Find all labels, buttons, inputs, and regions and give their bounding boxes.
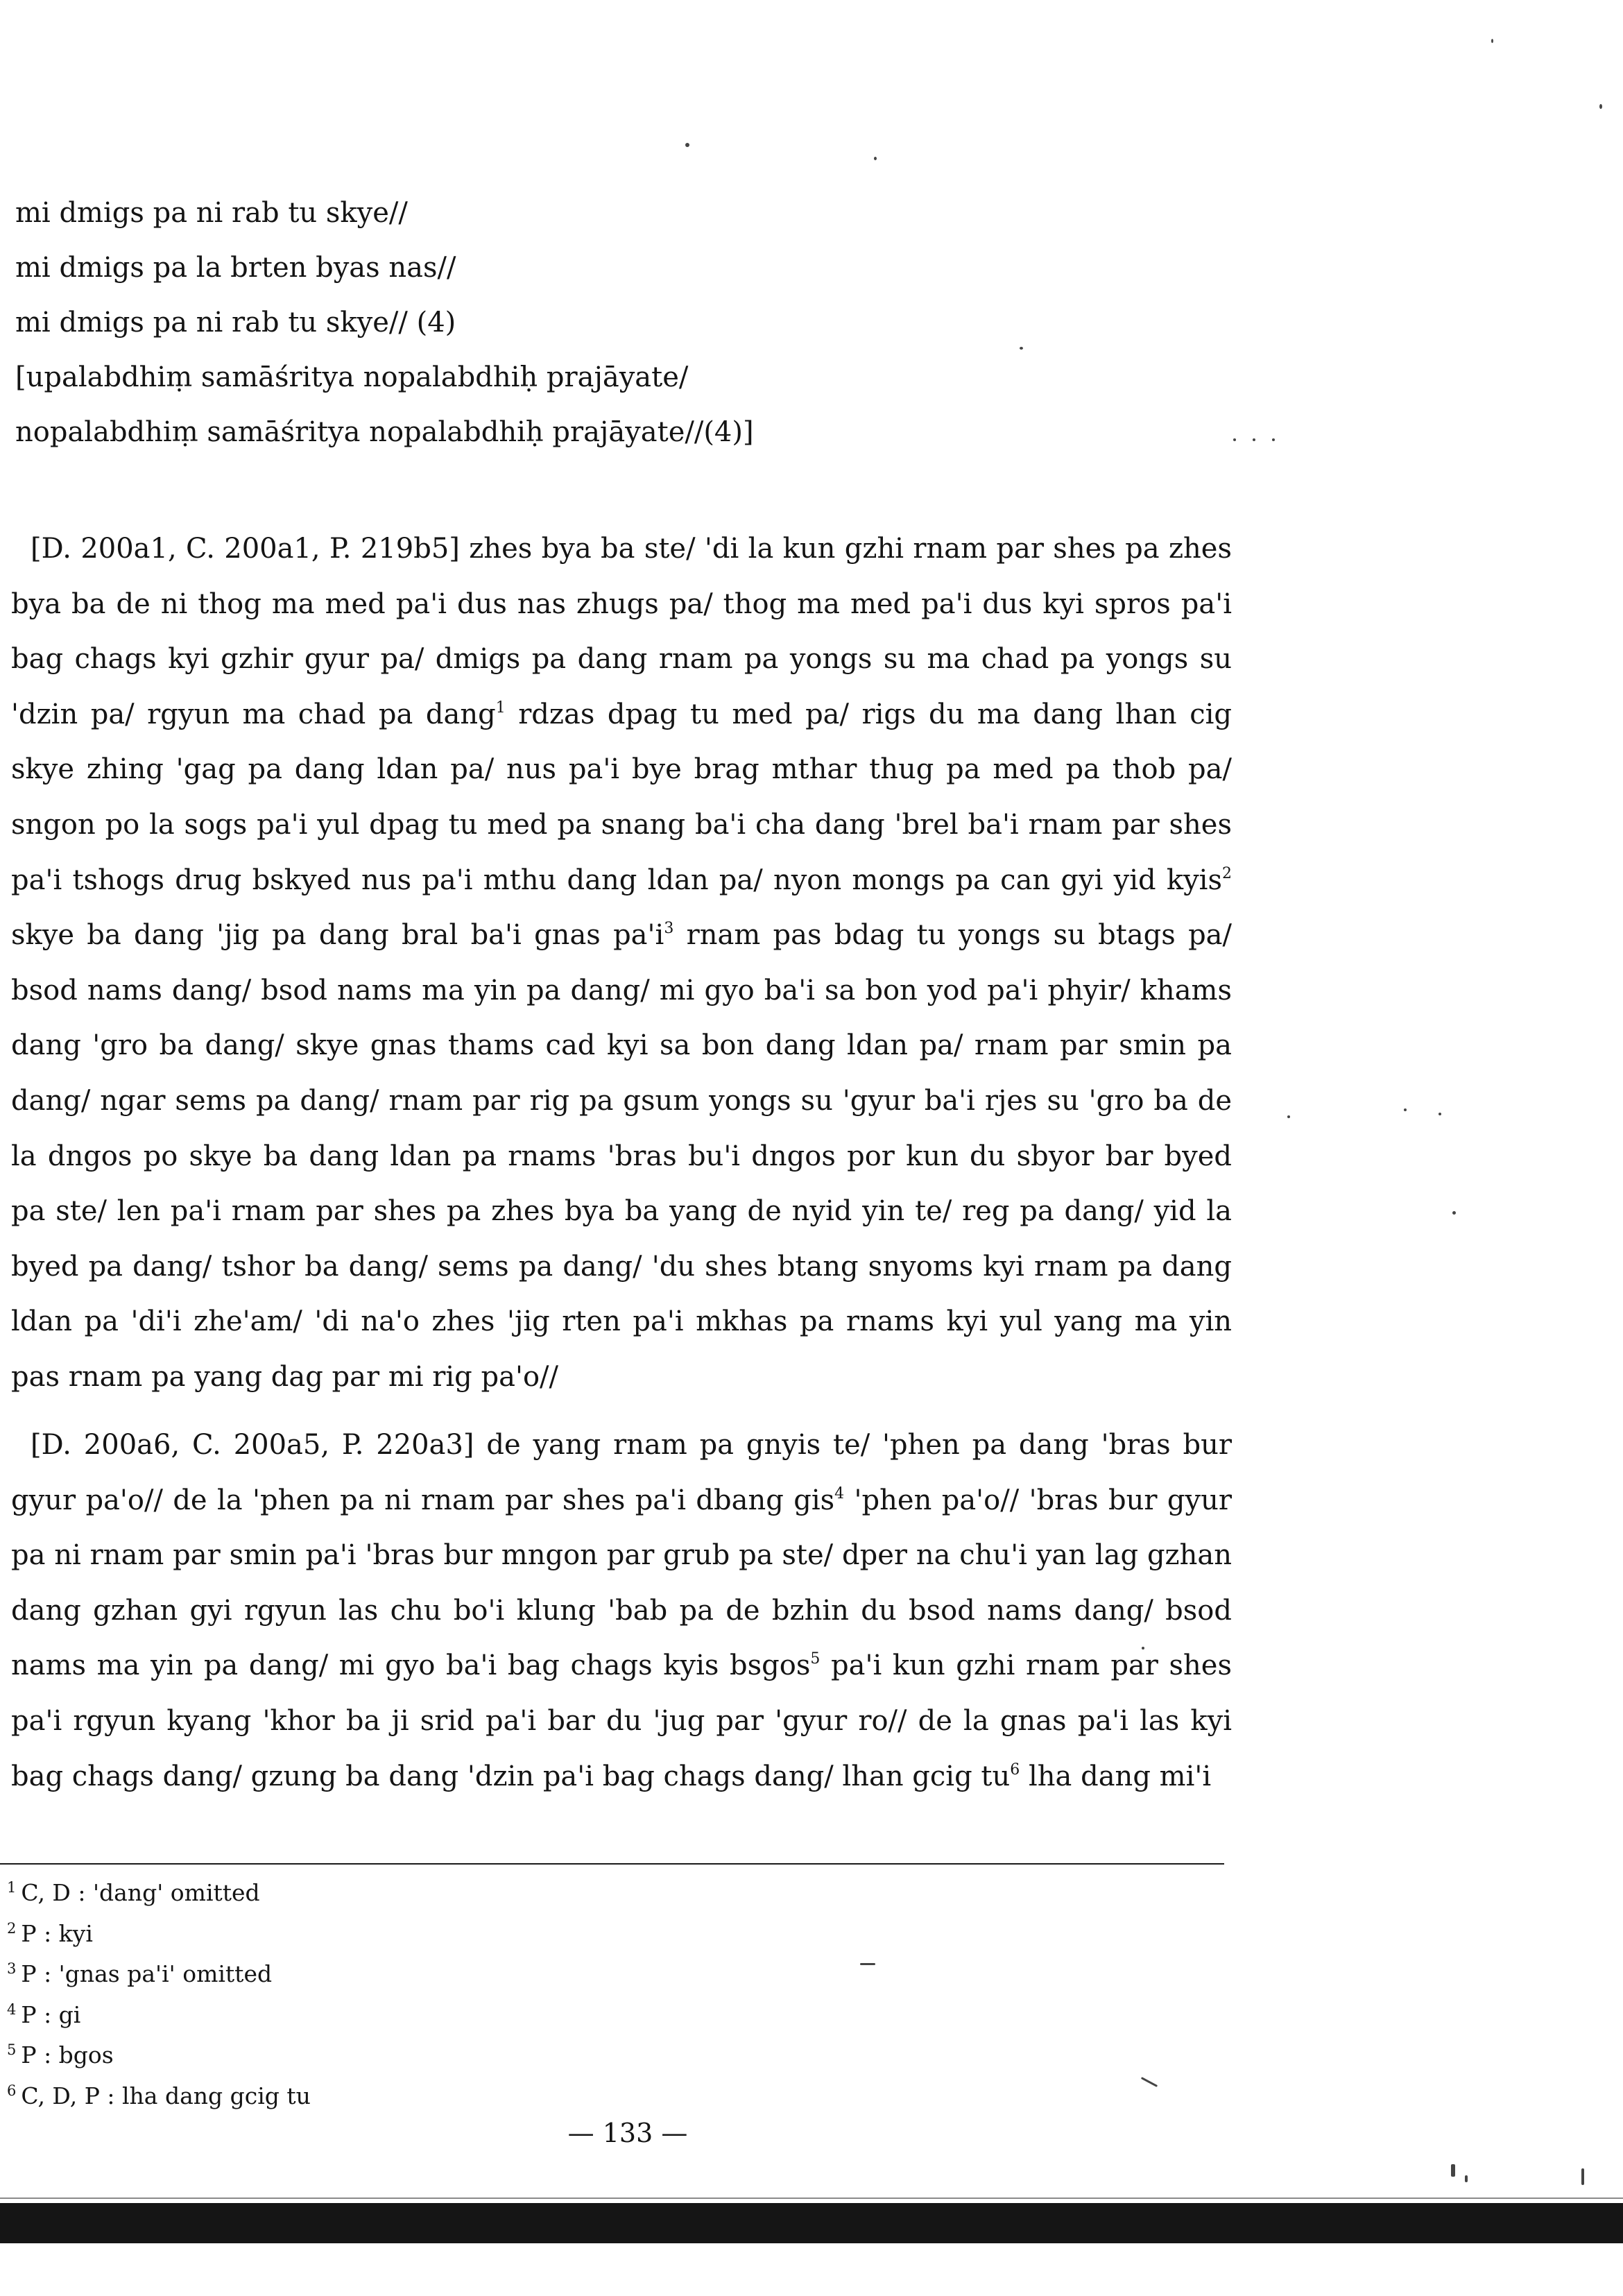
- verse-line-sanskrit: [upalabdhiṃ samāśritya nopalabdhiḥ prajāyate/: [15, 361, 689, 393]
- scan-speck: [860, 1963, 875, 1965]
- verse-block: [15, 186, 1194, 460]
- scan-speck: [1141, 2077, 1158, 2087]
- footnote: [7, 1870, 839, 1911]
- footnote-ref: 6: [1010, 1760, 1020, 1779]
- footnote-mark: 4: [7, 2001, 17, 2018]
- footnote-mark: 3: [7, 1960, 17, 1977]
- para-text: rdzas dpag tu med pa/ rigs du ma dang lhan cig skye zhing 'gag pa dang ldan pa/ nus pa'i bye brag mthar thug pa med pa thob pa/ sngon po la sogs pa'i yul dpag tu med pa snang ba'i cha dang 'brel ba'i rnam par shes pa'i tshogs drug bskyed nus pa'i mthu dang ldan pa/ nyon mongs pa can gyi yid kyis: [11, 698, 1232, 896]
- footnote: [7, 2032, 839, 2073]
- footnote: [7, 1992, 839, 2033]
- footnote-text: P : gi: [21, 2001, 81, 2028]
- footnote-text: C, D : 'dang' omitted: [21, 1879, 260, 1906]
- scan-speck: [1599, 104, 1602, 109]
- scan-speck: [685, 143, 689, 147]
- footnote-mark: 1: [7, 1879, 17, 1896]
- footnote: [7, 1911, 839, 1952]
- verse-line: mi dmigs pa ni rab tu skye// (4): [15, 307, 456, 339]
- footnote-ref: 5: [810, 1650, 821, 1668]
- scan-speck: [1581, 2168, 1584, 2185]
- footnote-text: P : bgos: [21, 2041, 114, 2068]
- commentary-paragraph-1: [11, 522, 1232, 1405]
- footnote-ref: 2: [1222, 864, 1232, 882]
- scan-speck: [1233, 438, 1236, 441]
- scan-speck: [1465, 2175, 1468, 2182]
- scan-speck: [1404, 1108, 1407, 1111]
- para-text: skye ba dang 'jig pa dang bral ba'i gnas pa'i: [11, 919, 664, 952]
- verse-line-sanskrit: nopalabdhiṃ samāśritya nopalabdhiḥ prajāyate//(4)]: [15, 416, 754, 448]
- verse-line: mi dmigs pa ni rab tu skye//: [15, 197, 408, 229]
- footnote-mark: 6: [7, 2082, 17, 2099]
- footnote: [7, 2073, 839, 2114]
- footnote: [7, 1951, 839, 1992]
- footnote-ref: 3: [664, 920, 674, 938]
- para-text: [D. 200a6, C. 200a5, P. 220a3] de yang rnam pa gnyis te/ 'phen pa dang 'bras bur gyur pa'o// de la 'phen pa ni rnam par shes pa'i dbang gis: [11, 1429, 1232, 1516]
- scan-speck: [1272, 438, 1275, 441]
- scan-speck: [1452, 1211, 1456, 1215]
- scan-speck: [1287, 1115, 1290, 1118]
- scan-speck: [1439, 1113, 1441, 1115]
- footnote-text: P : kyi: [21, 1919, 93, 1947]
- scan-speck: [1020, 347, 1023, 350]
- para-text: pa'i kun gzhi rnam par shes pa'i rgyun kyang 'khor ba ji srid pa'i bar du 'jug par 'gyur ro// de la gnas pa'i las kyi bag chags dang/ gzung ba dang 'dzin pa'i bag chags dang/ lhan gcig tu: [11, 1650, 1232, 1792]
- para-text: [D. 200a1, C. 200a1, P. 219b5] zhes bya ba ste/ 'di la kun gzhi rnam par shes pa zhes bya ba de ni thog ma med pa'i dus nas zhugs pa/ thog ma med pa'i dus kyi spros pa'i bag chags kyi gzhir gyur pa/ dmigs pa dang rnam pa yongs su ma chad pa yongs su 'dzin pa/ rgyun ma chad pa dang: [11, 533, 1232, 730]
- verse-line: mi dmigs pa la brten byas nas//: [15, 252, 456, 284]
- scan-speck: [1451, 2164, 1455, 2177]
- commentary-paragraph-2: [11, 1418, 1232, 1804]
- footnote-text: P : 'gnas pa'i' omitted: [21, 1960, 273, 1987]
- footnote-mark: 2: [7, 1919, 17, 1937]
- footnote-ref: 4: [834, 1484, 845, 1502]
- scan-speck: [874, 157, 877, 160]
- footnote-mark: 5: [7, 2041, 17, 2058]
- scan-speck: [1253, 438, 1255, 441]
- para-text: 'phen pa'o// 'bras bur gyur pa ni rnam par smin pa'i 'bras bur mngon par grub pa ste/ dper na chu'i yan lag gzhan dang gzhan gyi rgyun las chu bo'i klung 'bab pa de bzhin du bsod nams dang/ bsod nams ma yin pa dang/ mi gyo ba'i bag chags kyis bsgos: [11, 1484, 1233, 1682]
- footnote-ref: 1: [495, 699, 506, 717]
- footnote-divider: [0, 1863, 1224, 1865]
- footnotes: [7, 1870, 839, 2114]
- scan-speck: [1491, 39, 1493, 43]
- para-text: lha dang mi'i: [1020, 1760, 1212, 1792]
- page-number: — 133 —: [567, 2118, 688, 2148]
- para-text: rnam pas bdag tu yongs su btags pa/ bsod nams dang/ bsod nams ma yin pa dang/ mi gyo ba'i sa bon yod pa'i phyir/ khams dang 'gro ba dang/ skye gnas thams cad kyi sa bon dang ldan pa/ rnam par smin pa dang/ ngar sems pa dang/ rnam par rig pa gsum yongs su 'gyur ba'i rjes su 'gro ba de la dngos po skye ba dang ldan pa rnams 'bras bu'i dngos por kun du sbyor bar byed pa ste/ len pa'i rnam par shes pa zhes bya ba yang de nyid yin te/ reg pa dang/ yid la byed pa dang/ tshor ba dang/ sems pa dang/ 'du shes btang snyoms kyi rnam pa dang ldan pa 'di'i zhe'am/ 'di na'o zhes 'jig rten pa'i mkhas pa rnams kyi yul yang ma yin pas rnam pa yang dag par mi rig pa'o//: [11, 919, 1233, 1393]
- scan-edge-line: [0, 2198, 1623, 2199]
- footnote-text: C, D, P : lha dang gcig tu: [21, 2082, 311, 2109]
- scan-speck: [1142, 1647, 1144, 1650]
- scan-bottom-border: [0, 2203, 1623, 2243]
